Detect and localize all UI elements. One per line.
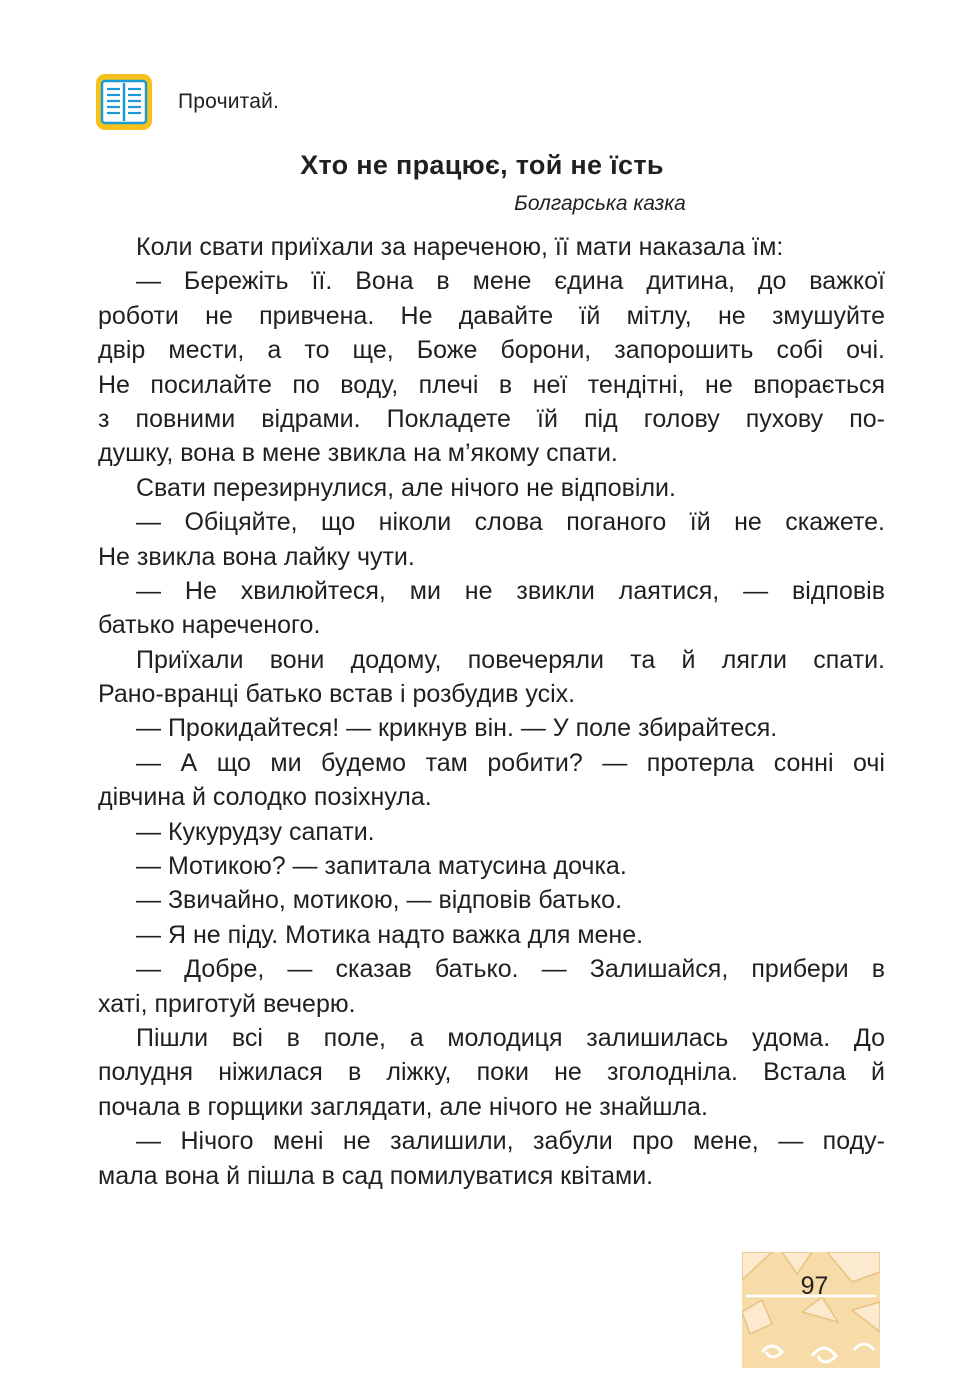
- text-line: Не звикла вона лайку чути.: [98, 542, 415, 571]
- text-line: дівчина й солодко позіхнула.: [98, 783, 432, 812]
- text-line: батько нареченого.: [98, 611, 321, 640]
- open-book-icon: [96, 74, 152, 130]
- text-line: — Не хвилюйтеся, ми не звикли лаятися, — відповів: [136, 576, 885, 605]
- text-line: — Обіцяйте, що ніколи слова поганого їй не скажете.: [136, 508, 885, 537]
- task-instruction: Прочитай.: [178, 90, 280, 113]
- text-line: Пішли всі в поле, а молодиця залишилась удома. До: [136, 1023, 885, 1052]
- text-line: — Бережіть її. Вона в мене єдина дитина, до важкої: [136, 267, 885, 296]
- text-line: почала в горщики заглядати, але нічого не знайшла.: [98, 1092, 708, 1121]
- text-line: з повними відрами. Покладете їй під голову пухову по-: [98, 404, 885, 433]
- story-title: Хто не працює, той не їсть: [300, 150, 664, 180]
- text-line: душку, вона в мене звикла на м’якому спати.: [98, 439, 618, 468]
- page-number: 97: [800, 1272, 829, 1300]
- text-line: — Я не піду. Мотика надто важка для мене.: [136, 920, 644, 949]
- text-line: роботи не привчена. Не давайте їй мітлу, не змушуйте: [98, 301, 885, 330]
- text-line: — Прокидайтеся! — крикнув він. — У поле збирайтеся.: [136, 714, 778, 743]
- text-line: — Нічого мені не залишили, забули про мене, — поду-: [136, 1127, 885, 1156]
- text-line: Коли свати приїхали за нареченою, її мати наказала їм:: [136, 233, 784, 261]
- text-line: Рано-вранці батько встав і розбудив усіх.: [98, 680, 576, 709]
- page-ornament: [742, 1252, 880, 1368]
- text-line: мала вона й пішла в сад помилуватися квітами.: [98, 1161, 654, 1190]
- story-text: [98, 230, 885, 1193]
- text-line: — А що ми будемо там робити? — протерла сонні очі: [136, 748, 885, 777]
- text-line: полудня ніжилася в ліжку, поки не зголодніла. Встала й: [98, 1058, 885, 1087]
- text-line: — Мотикою? — запитала матусина дочка.: [136, 852, 627, 881]
- text-line: Приїхали вони додому, повечеряли та й лягли спати.: [136, 645, 885, 674]
- text-line: — Добре, — сказав батько. — Залишайся, прибери в: [136, 955, 885, 984]
- text-line: Свати перезирнулися, але нічого не відповіли.: [136, 473, 676, 502]
- text-line: хаті, приготуй вечерю.: [98, 989, 356, 1018]
- story-subtitle: Болгарська казка: [514, 192, 686, 215]
- text-line: двір мести, а то ще, Боже борони, запорошить собі очі.: [98, 336, 885, 365]
- text-line: — Кукурудзу сапати.: [136, 817, 375, 846]
- text-line: — Звичайно, мотикою, — відповів батько.: [136, 886, 623, 915]
- text-line: Не посилайте по воду, плечі в неї тендітні, не впорається: [98, 370, 885, 399]
